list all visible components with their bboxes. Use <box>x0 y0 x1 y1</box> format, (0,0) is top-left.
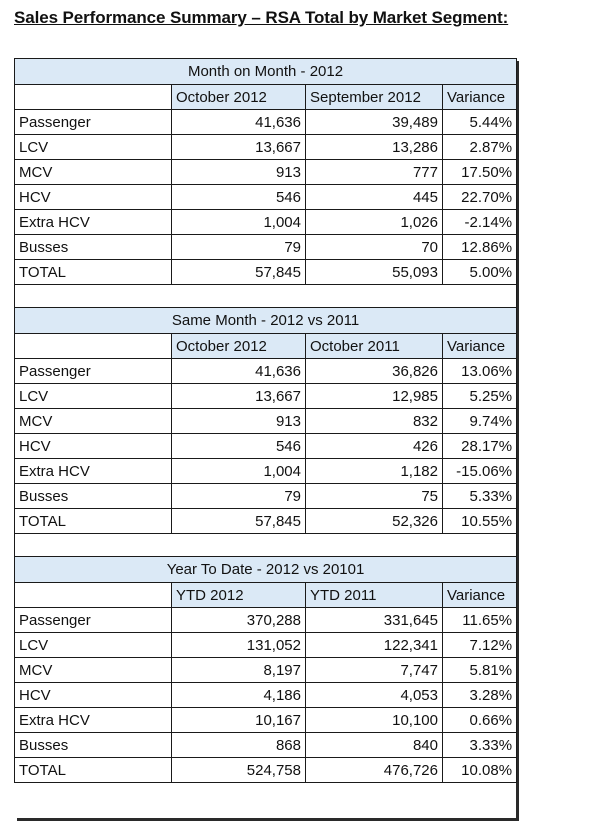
table-row <box>15 484 517 509</box>
segment-label: LCV <box>15 633 172 658</box>
variance-value: 5.44% <box>443 110 517 135</box>
table-row <box>15 633 517 658</box>
section-heading: Year To Date - 2012 vs 20101 <box>15 557 517 583</box>
variance-value: 5.00% <box>443 260 517 285</box>
current-value: 913 <box>172 409 306 434</box>
table-row <box>15 733 517 758</box>
current-value: 8,197 <box>172 658 306 683</box>
current-value: 57,845 <box>172 509 306 534</box>
segment-label: HCV <box>15 434 172 459</box>
table-row <box>15 509 517 534</box>
variance-value: 28.17% <box>443 434 517 459</box>
segment-label: Passenger <box>15 110 172 135</box>
current-value: 1,004 <box>172 210 306 235</box>
segment-label: Extra HCV <box>15 210 172 235</box>
column-header: YTD 2012 <box>172 583 306 608</box>
variance-value: -15.06% <box>443 459 517 484</box>
column-header-row <box>15 85 517 110</box>
section-gap <box>15 534 517 557</box>
header-spacer <box>15 85 172 110</box>
table-row <box>15 384 517 409</box>
column-header-row <box>15 334 517 359</box>
comparison-value: 840 <box>306 733 443 758</box>
table-row <box>15 210 517 235</box>
table-body <box>15 59 517 783</box>
table-row <box>15 260 517 285</box>
column-header-row <box>15 583 517 608</box>
gap-cell <box>15 534 517 557</box>
current-value: 13,667 <box>172 135 306 160</box>
segment-label: MCV <box>15 409 172 434</box>
current-value: 524,758 <box>172 758 306 783</box>
table-row <box>15 135 517 160</box>
comparison-value: 36,826 <box>306 359 443 384</box>
header-spacer <box>15 583 172 608</box>
segment-label: Passenger <box>15 608 172 633</box>
segment-label: Busses <box>15 484 172 509</box>
comparison-value: 832 <box>306 409 443 434</box>
comparison-value: 52,326 <box>306 509 443 534</box>
segment-label: MCV <box>15 658 172 683</box>
variance-value: 5.81% <box>443 658 517 683</box>
current-value: 913 <box>172 160 306 185</box>
table-row <box>15 708 517 733</box>
segment-label: TOTAL <box>15 758 172 783</box>
segment-label: HCV <box>15 185 172 210</box>
current-value: 868 <box>172 733 306 758</box>
variance-value: 13.06% <box>443 359 517 384</box>
table-row <box>15 160 517 185</box>
variance-value: 3.33% <box>443 733 517 758</box>
variance-value: 17.50% <box>443 160 517 185</box>
current-value: 546 <box>172 434 306 459</box>
comparison-value: 13,286 <box>306 135 443 160</box>
comparison-value: 426 <box>306 434 443 459</box>
comparison-value: 122,341 <box>306 633 443 658</box>
current-value: 131,052 <box>172 633 306 658</box>
current-value: 546 <box>172 185 306 210</box>
current-value: 41,636 <box>172 359 306 384</box>
segment-label: TOTAL <box>15 509 172 534</box>
table-row <box>15 658 517 683</box>
comparison-value: 4,053 <box>306 683 443 708</box>
comparison-value: 39,489 <box>306 110 443 135</box>
table-row <box>15 409 517 434</box>
current-value: 79 <box>172 484 306 509</box>
column-header: October 2012 <box>172 85 306 110</box>
section-gap <box>15 285 517 308</box>
table-row <box>15 434 517 459</box>
comparison-value: 12,985 <box>306 384 443 409</box>
segment-label: TOTAL <box>15 260 172 285</box>
segment-label: HCV <box>15 683 172 708</box>
column-header: October 2011 <box>306 334 443 359</box>
table-row <box>15 459 517 484</box>
current-value: 41,636 <box>172 110 306 135</box>
current-value: 10,167 <box>172 708 306 733</box>
segment-label: Extra HCV <box>15 459 172 484</box>
current-value: 79 <box>172 235 306 260</box>
table-row <box>15 683 517 708</box>
section-heading: Same Month - 2012 vs 2011 <box>15 308 517 334</box>
variance-value: 0.66% <box>443 708 517 733</box>
table-row <box>15 608 517 633</box>
comparison-value: 1,026 <box>306 210 443 235</box>
table-row <box>15 758 517 783</box>
variance-value: 22.70% <box>443 185 517 210</box>
segment-label: Extra HCV <box>15 708 172 733</box>
segment-label: Busses <box>15 733 172 758</box>
gap-cell <box>15 285 517 308</box>
column-header: October 2012 <box>172 334 306 359</box>
comparison-value: 75 <box>306 484 443 509</box>
current-value: 1,004 <box>172 459 306 484</box>
column-header: Variance <box>443 334 517 359</box>
current-value: 370,288 <box>172 608 306 633</box>
comparison-value: 777 <box>306 160 443 185</box>
comparison-value: 476,726 <box>306 758 443 783</box>
page-title: Sales Performance Summary – RSA Total by Market Segment: <box>14 8 509 27</box>
variance-value: 5.25% <box>443 384 517 409</box>
column-header: YTD 2011 <box>306 583 443 608</box>
variance-value: -2.14% <box>443 210 517 235</box>
variance-value: 10.55% <box>443 509 517 534</box>
comparison-value: 55,093 <box>306 260 443 285</box>
column-header: Variance <box>443 583 517 608</box>
segment-label: LCV <box>15 135 172 160</box>
table-row <box>15 359 517 384</box>
current-value: 13,667 <box>172 384 306 409</box>
variance-value: 12.86% <box>443 235 517 260</box>
variance-value: 7.12% <box>443 633 517 658</box>
section-heading-row <box>15 308 517 334</box>
variance-value: 2.87% <box>443 135 517 160</box>
segment-label: Passenger <box>15 359 172 384</box>
column-header: September 2012 <box>306 85 443 110</box>
table-row <box>15 185 517 210</box>
current-value: 4,186 <box>172 683 306 708</box>
current-value: 57,845 <box>172 260 306 285</box>
table-row <box>15 235 517 260</box>
variance-value: 5.33% <box>443 484 517 509</box>
header-spacer <box>15 334 172 359</box>
variance-value: 3.28% <box>443 683 517 708</box>
summary-sheet <box>14 58 516 818</box>
segment-label: Busses <box>15 235 172 260</box>
variance-value: 9.74% <box>443 409 517 434</box>
comparison-value: 70 <box>306 235 443 260</box>
column-header: Variance <box>443 85 517 110</box>
segment-label: LCV <box>15 384 172 409</box>
sales-summary-table <box>14 58 517 783</box>
section-heading: Month on Month - 2012 <box>15 59 517 85</box>
variance-value: 11.65% <box>443 608 517 633</box>
comparison-value: 10,100 <box>306 708 443 733</box>
comparison-value: 445 <box>306 185 443 210</box>
table-row <box>15 110 517 135</box>
section-heading-row <box>15 59 517 85</box>
comparison-value: 1,182 <box>306 459 443 484</box>
section-heading-row <box>15 557 517 583</box>
comparison-value: 331,645 <box>306 608 443 633</box>
segment-label: MCV <box>15 160 172 185</box>
comparison-value: 7,747 <box>306 658 443 683</box>
variance-value: 10.08% <box>443 758 517 783</box>
